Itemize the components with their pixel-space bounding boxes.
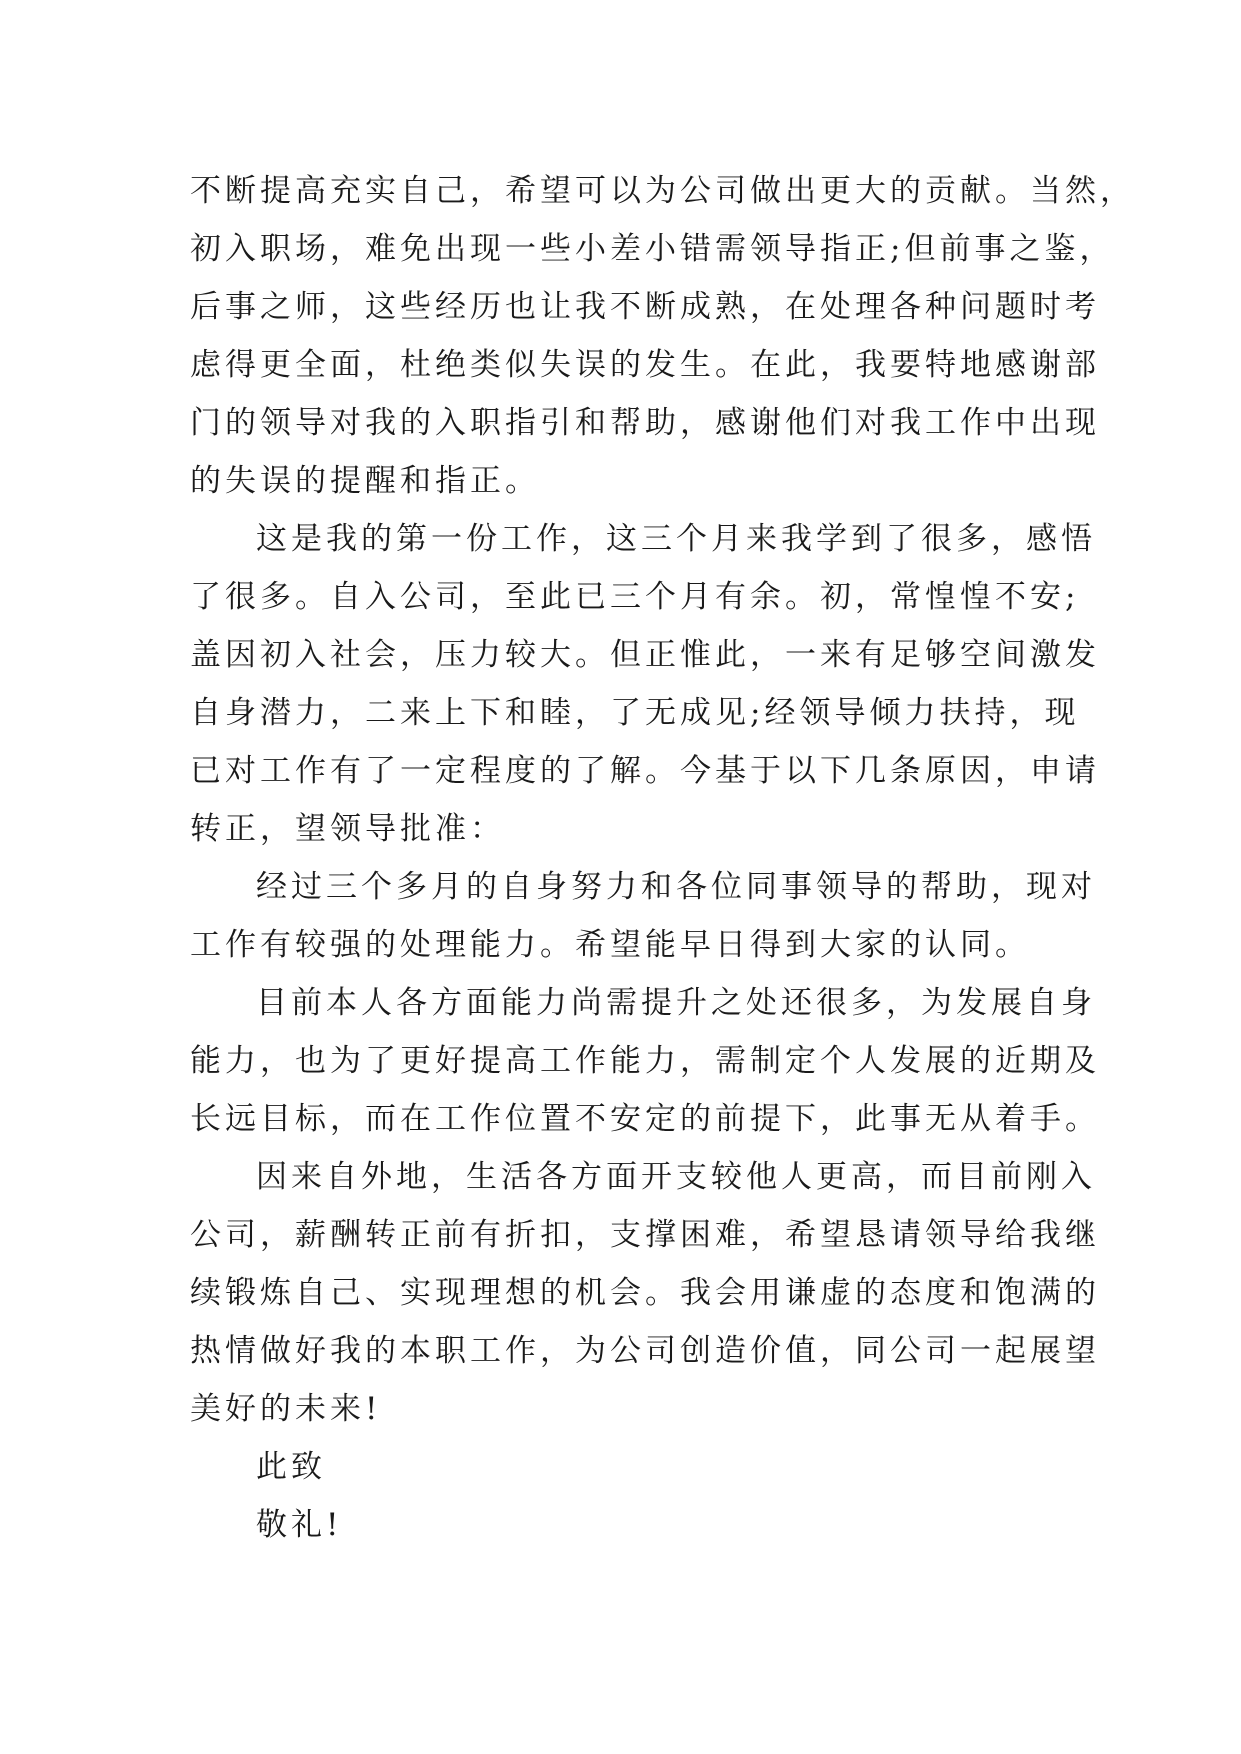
text-line: 长远目标，而在工作位置不安定的前提下，此事无从着手。 — [190, 1101, 1100, 1137]
text-line: 续锻炼自己、实现理想的机会。我会用谦虚的态度和饱满的 — [190, 1275, 1100, 1311]
text-line: 工作有较强的处理能力。希望能早日得到大家的认同。 — [190, 927, 1030, 963]
text-line: 自身潜力，二来上下和睦，了无成见;经领导倾力扶持，现 — [190, 695, 1080, 731]
text-line: 美好的未来! — [190, 1391, 382, 1427]
paragraph-first-line: 目前本人各方面能力尚需提升之处还很多，为发展自身 — [256, 985, 1096, 1021]
text-line: 门的领导对我的入职指引和帮助，感谢他们对我工作中出现 — [190, 405, 1100, 441]
closing-regards: 敬礼! — [256, 1507, 343, 1543]
text-line: 转正，望领导批准： — [190, 811, 505, 847]
closing-salutation: 此致 — [256, 1449, 326, 1485]
text-line: 初入职场，难免出现一些小差小错需领导指正;但前事之鉴， — [190, 231, 1115, 267]
paragraph-first-line: 经过三个多月的自身努力和各位同事领导的帮助，现对 — [256, 869, 1096, 905]
text-line: 的失误的提醒和指正。 — [190, 463, 540, 499]
text-line: 已对工作有了一定程度的了解。今基于以下几条原因，申请 — [190, 753, 1100, 789]
text-line: 不断提高充实自己，希望可以为公司做出更大的贡献。当然， — [190, 173, 1135, 209]
letter-body — [190, 162, 1135, 1554]
text-line: 能力，也为了更好提高工作能力，需制定个人发展的近期及 — [190, 1043, 1100, 1079]
text-line: 后事之师，这些经历也让我不断成熟，在处理各种问题时考 — [190, 289, 1100, 325]
paragraph-first-line: 这是我的第一份工作，这三个月来我学到了很多，感悟 — [256, 521, 1096, 557]
text-line: 了很多。自入公司，至此已三个月有余。初，常惶惶不安; — [190, 579, 1080, 615]
paragraph-first-line: 因来自外地，生活各方面开支较他人更高，而目前刚入 — [256, 1159, 1096, 1195]
text-line: 热情做好我的本职工作，为公司创造价值，同公司一起展望 — [190, 1333, 1100, 1369]
text-line: 公司，薪酬转正前有折扣，支撑困难，希望恳请领导给我继 — [190, 1217, 1100, 1253]
text-line: 虑得更全面，杜绝类似失误的发生。在此，我要特地感谢部 — [190, 347, 1100, 383]
text-line: 盖因初入社会，压力较大。但正惟此，一来有足够空间激发 — [190, 637, 1100, 673]
